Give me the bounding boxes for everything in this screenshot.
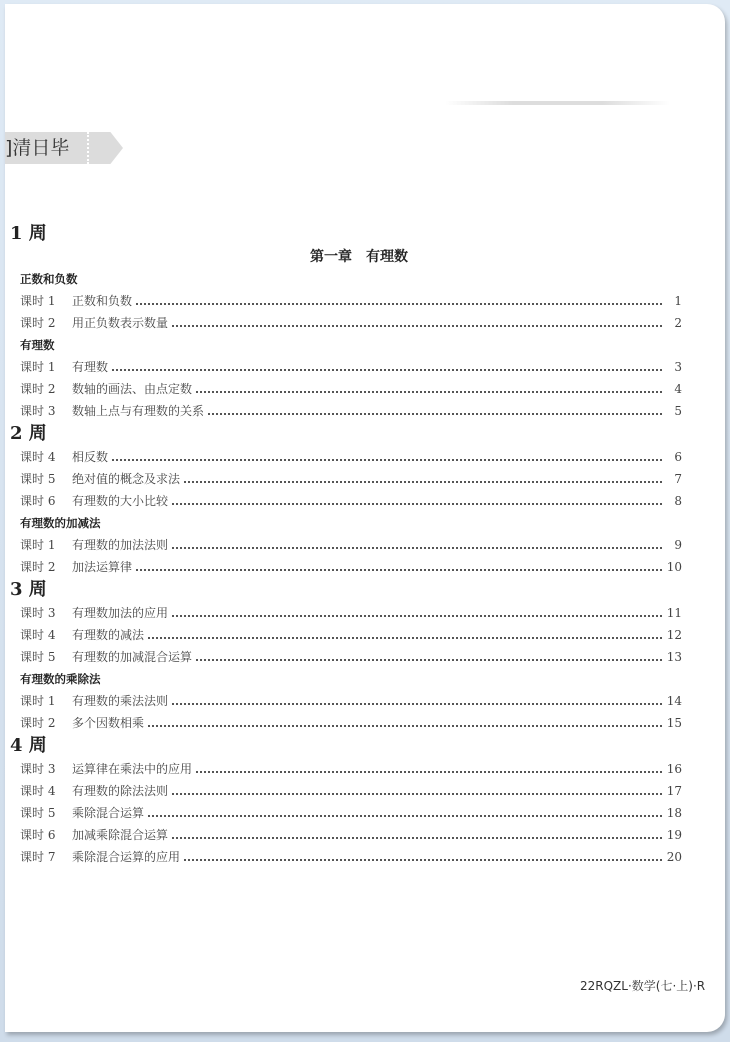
lesson-title: 数轴的画法、由点定数 — [72, 382, 193, 396]
leader-dots — [184, 481, 662, 483]
lesson-number: 课时 5 — [20, 806, 56, 820]
lesson-title: 乘除混合运算的应用 — [72, 850, 181, 864]
lesson-title: 运算律在乘法中的应用 — [72, 762, 193, 776]
leader-dots — [148, 815, 662, 817]
leader-dots — [148, 725, 662, 727]
section-heading: 有理数的加减法 — [20, 516, 101, 530]
toc-entry[interactable] — [10, 780, 682, 802]
page-footer: 22RQZL·数学(七·上)·R — [580, 979, 706, 993]
week-heading: 4 周 — [10, 735, 47, 756]
lesson-number: 课时 1 — [20, 538, 56, 552]
section-heading: 有理数的乘除法 — [20, 672, 101, 686]
leader-dots — [172, 615, 662, 617]
section-heading: 正数和负数 — [20, 272, 78, 286]
chapter-title: 第一章 有理数 — [310, 249, 408, 265]
lesson-number: 课时 4 — [20, 450, 56, 464]
leader-dots — [172, 547, 662, 549]
toc-entry[interactable] — [10, 824, 682, 846]
lesson-number: 课时 4 — [20, 628, 56, 642]
page-number: 17 — [666, 784, 682, 798]
lesson-number: 课时 2 — [20, 316, 56, 330]
table-of-contents — [10, 222, 682, 868]
week-heading: 3 周 — [10, 579, 47, 600]
page-number: 19 — [666, 828, 682, 842]
lesson-title: 有理数的加法法则 — [72, 538, 169, 552]
toc-entry[interactable] — [10, 556, 682, 578]
lesson-number: 课时 2 — [20, 716, 56, 730]
lesson-title: 用正负数表示数量 — [72, 316, 169, 330]
week-heading: 1 周 — [10, 223, 47, 244]
page-number: 5 — [674, 404, 682, 418]
lesson-title: 正数和负数 — [72, 294, 133, 308]
leader-dots — [208, 413, 662, 415]
toc-entry[interactable] — [10, 690, 682, 712]
lesson-number: 课时 3 — [20, 762, 56, 776]
lesson-title: 数轴上点与有理数的关系 — [72, 404, 205, 418]
leader-dots — [148, 637, 662, 639]
leader-dots — [172, 837, 662, 839]
lesson-title: 绝对值的概念及求法 — [72, 472, 181, 486]
lesson-number: 课时 3 — [20, 606, 56, 620]
lesson-number: 课时 2 — [20, 560, 56, 574]
page-number: 10 — [666, 560, 682, 574]
page-number: 18 — [666, 806, 682, 820]
section-heading: 有理数 — [20, 338, 55, 352]
page-number: 14 — [666, 694, 682, 708]
leader-dots — [112, 459, 662, 461]
decorative-line — [445, 101, 670, 105]
lesson-number: 课时 7 — [20, 850, 56, 864]
lesson-title: 加减乘除混合运算 — [72, 828, 169, 842]
toc-entry[interactable] — [10, 290, 682, 312]
page-number: 3 — [674, 360, 682, 374]
toc-entry[interactable] — [10, 758, 682, 780]
page-number: 4 — [674, 382, 682, 396]
toc-entry[interactable] — [10, 400, 682, 422]
lesson-title: 有理数的减法 — [72, 628, 145, 642]
leader-dots — [196, 391, 662, 393]
toc-entry[interactable] — [10, 846, 682, 868]
toc-entry[interactable] — [10, 446, 682, 468]
leader-dots — [184, 859, 662, 861]
toc-entry[interactable] — [10, 624, 682, 646]
page-number: 8 — [674, 494, 682, 508]
leader-dots — [136, 303, 662, 305]
toc-entry[interactable] — [10, 378, 682, 400]
leader-dots — [172, 503, 662, 505]
page-number: 20 — [666, 850, 682, 864]
leader-dots — [196, 771, 662, 773]
lesson-title: 有理数的加减混合运算 — [72, 650, 193, 664]
toc-entry[interactable] — [10, 312, 682, 334]
lesson-title: 加法运算律 — [72, 560, 133, 574]
toc-entry[interactable] — [10, 468, 682, 490]
lesson-title: 有理数的乘法法则 — [72, 694, 169, 708]
lesson-number: 课时 5 — [20, 650, 56, 664]
page-number: 1 — [674, 294, 682, 308]
toc-entry[interactable] — [10, 712, 682, 734]
section-tag: ]清日毕 — [5, 132, 87, 164]
lesson-number: 课时 4 — [20, 784, 56, 798]
page-number: 12 — [666, 628, 682, 642]
leader-dots — [112, 369, 662, 371]
toc-entry[interactable] — [10, 802, 682, 824]
toc-entry[interactable] — [10, 646, 682, 668]
lesson-number: 课时 2 — [20, 382, 56, 396]
lesson-number: 课时 6 — [20, 828, 56, 842]
lesson-title: 乘除混合运算 — [72, 806, 145, 820]
lesson-number: 课时 1 — [20, 360, 56, 374]
lesson-title: 有理数 — [72, 360, 109, 374]
page-number: 9 — [674, 538, 682, 552]
page-number: 15 — [666, 716, 682, 730]
leader-dots — [136, 569, 662, 571]
lesson-number: 课时 3 — [20, 404, 56, 418]
lesson-number: 课时 1 — [20, 694, 56, 708]
page-number: 11 — [666, 606, 682, 620]
page-number: 7 — [674, 472, 682, 486]
leader-dots — [172, 703, 662, 705]
lesson-title: 有理数加法的应用 — [72, 606, 169, 620]
leader-dots — [172, 325, 662, 327]
week-heading: 2 周 — [10, 423, 47, 444]
lesson-number: 课时 5 — [20, 472, 56, 486]
leader-dots — [196, 659, 662, 661]
toc-entry[interactable] — [10, 490, 682, 512]
page-number: 13 — [666, 650, 682, 664]
lesson-title: 有理数的除法法则 — [72, 784, 169, 798]
toc-entry[interactable] — [10, 356, 682, 378]
toc-entry[interactable] — [10, 534, 682, 556]
page-number: 6 — [674, 450, 682, 464]
lesson-title: 有理数的大小比较 — [72, 494, 169, 508]
lesson-number: 课时 1 — [20, 294, 56, 308]
lesson-title: 相反数 — [72, 450, 109, 464]
lesson-number: 课时 6 — [20, 494, 56, 508]
page-number: 16 — [666, 762, 682, 776]
lesson-title: 多个因数相乘 — [72, 716, 145, 730]
toc-entry[interactable] — [10, 602, 682, 624]
page-number: 2 — [674, 316, 682, 330]
leader-dots — [172, 793, 662, 795]
